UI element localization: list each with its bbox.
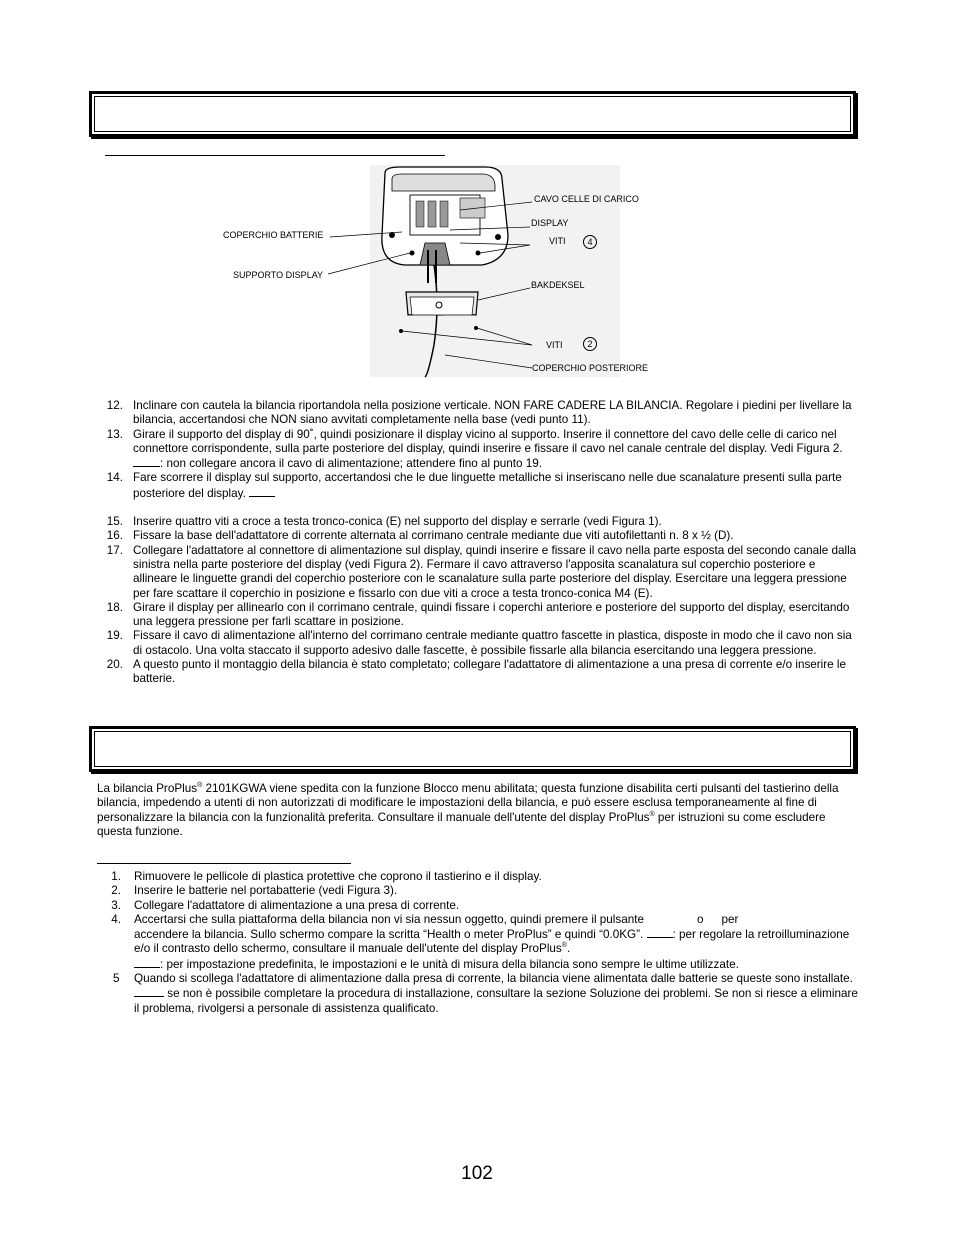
intro-paragraph <box>97 782 859 839</box>
list-item <box>97 399 862 428</box>
list-item <box>97 870 862 884</box>
registered-mark: ® <box>197 782 203 789</box>
label-coperchio-posteriore: COPERCHIO POSTERIORE <box>532 363 649 373</box>
intro-text: La bilancia ProPlus <box>97 782 198 795</box>
section-header-box-1 <box>89 91 856 137</box>
step-number: 18. <box>106 600 123 614</box>
step-number: 17. <box>106 543 123 557</box>
registered-mark: ® <box>561 942 567 950</box>
callout-4: 4 <box>583 235 597 249</box>
section-header-box-2 <box>89 726 856 772</box>
note-blank <box>647 927 673 938</box>
subsection-rule-2 <box>97 863 351 864</box>
assembly-steps <box>97 399 862 687</box>
step-text: Inserire quattro viti a croce a testa tronco-conica (E) nel supporto del display e serrarle (vedi Figura 1). <box>133 515 662 529</box>
step-text: Collegare l'adattatore di alimentazione a una presa di corrente. <box>134 898 460 912</box>
list-item <box>97 601 862 630</box>
step-number: 4. <box>111 912 121 926</box>
step-text: A questo punto il montaggio della bilancia è stato completato; collegare l'adattatore di alimentazione a una presa di corrente e/o inserire le batterie. <box>133 658 847 686</box>
step-text: Fissare il cavo di alimentazione all'interno del corrimano centrale mediante quattro fascette in plastica, disposte in modo che il cavo non sia di ostacolo. Una volta staccato il supporto adesivo dalle fascette, è possibile fissarle alla bilancia esercitando una leggera pressione. <box>133 629 852 657</box>
subsection-rule-1 <box>105 155 445 156</box>
step-text: per <box>721 912 739 926</box>
note-blank <box>249 486 275 497</box>
label-supporto-display: SUPPORTO DISPLAY <box>233 270 324 280</box>
list-item <box>97 515 862 529</box>
intro-text: per istruzioni su come escludere questa funzione. <box>97 810 826 838</box>
step-number: 2. <box>111 884 121 898</box>
list-item <box>97 884 862 898</box>
step-text: : per regolare la retroilluminazione e/o il contrasto dello schermo, consultare il manuale dell'utente del display ProPlus <box>134 928 850 956</box>
step-number: 16. <box>106 529 123 543</box>
step-text: Inserire le batterie nel portabatterie (vedi Figura 3). <box>134 884 398 898</box>
step-number: 12. <box>106 399 123 412</box>
step-text: : per impostazione predefinita, le impostazioni e le unità di misura della bilancia sono sempre le ultime utilizzate. <box>160 957 739 971</box>
step-text: o <box>697 912 704 926</box>
label-display: DISPLAY <box>531 218 569 228</box>
list-item <box>97 529 862 543</box>
step-text: Fare scorrere il display sul supporto, accertandosi che le due linguette metalliche si inseriscano nelle due scanalature presenti sulla parte posteriore del display. <box>133 471 842 500</box>
registered-mark: ® <box>649 810 655 818</box>
step-text: Collegare l'adattatore al connettore di alimentazione sul display, quindi inserire e fissare il cavo nella parte esposta del secondo canale dalla sinistra nella parte posteriore del display (vedi Figura 2). Fermare il cavo attraverso l'apposita scanalatura sul coperchio posteriore e allineare le linguette grandi del coperchio posteriore con le scanalature sulla parte posteriore del display. Esercitare una leggera pressione per fare scattare il coperchio in posizione e fissarlo con due viti a croce a testa tronco-conica M4 (E). <box>133 543 857 600</box>
step-text: Girare il display per allinearlo con il corrimano centrale, quindi fissare i coperchi anteriore e posteriore del supporto del display, esercitando una leggera pressione per farli scattare in posizione. <box>133 600 850 629</box>
intro-text: 2101KGWA viene spedita con la funzione Blocco menu abilitata; questa funzione disabilita certi pulsanti del tastierino della bilancia, impedendo a utenti di non autorizzati di modificare le impostazioni della bilancia, e può essere esclusa temporaneamente al fine di personalizzare la bilancia con la funzionalità preferita. Consultare il manuale dell'utente del display ProPlus <box>97 782 839 824</box>
list-item <box>97 629 862 658</box>
step-number: 20. <box>106 658 123 672</box>
note-blank <box>134 986 164 997</box>
list-item <box>97 428 862 472</box>
assembly-figure <box>220 165 649 380</box>
page-number: 102 <box>461 1163 493 1184</box>
step-text: Inclinare con cautela la bilancia riportandola nella posizione verticale. NON FARE CADERE LA BILANCIA. Regolare i piedini per livellare la bilancia, accertandosi che NON siano avvitati completamente nella base (vedi punto 11). <box>133 399 852 427</box>
label-bakdeksel: BAKDEKSEL <box>531 280 585 290</box>
list-item <box>97 544 862 601</box>
list-item <box>97 972 862 1016</box>
step-number: 19. <box>106 629 123 643</box>
step-text: Rimuovere le pellicole di plastica protettive che coprono il tastierino e il display. <box>134 870 542 883</box>
step-text: . <box>566 942 571 956</box>
list-item <box>97 658 862 687</box>
step-number: 15. <box>106 515 123 529</box>
step-number: 1. <box>111 870 121 883</box>
step-text: Girare il supporto del display di 90˚, quindi posizionare il display vicino al supporto. Inserire il connettore del cavo delle celle di carico nel connettore corrispondente, sulla parte posteriore del display, quindi inserire e fissare il cavo nel canale centrale del display. Vedi Figura 2. <box>133 427 843 455</box>
label-coperchio-batterie: COPERCHIO BATTERIE <box>223 230 324 240</box>
step-text: Accertarsi che sulla piattaforma della bilancia non vi sia nessun oggetto, quindi premere il pulsante <box>134 912 644 926</box>
step-text: accendere la bilancia. Sullo schermo compare la scritta “Health o meter ProPlus” e quindi “0.0KG”. <box>134 928 647 942</box>
note-blank <box>133 456 160 467</box>
step-text: se non è possibile completare la procedura di installazione, consultare la sezione Soluzione dei problemi. Se non si riesce a eliminare il problema, rivolgersi a personale di assistenza qualificato. <box>134 987 858 1015</box>
note-blank <box>134 957 160 968</box>
label-cavo-celle: CAVO CELLE DI CARICO <box>534 194 639 204</box>
list-item <box>97 913 862 972</box>
step-number: 3. <box>111 898 121 912</box>
step-text: Quando si scollega l'adattatore di alimentazione dalla presa di corrente, la bilancia viene alimentata dalle batterie se queste sono installate. <box>134 972 853 986</box>
step-text: : non collegare ancora il cavo di alimentazione; attendere fino al punto 19. <box>160 457 543 471</box>
list-item <box>97 899 862 913</box>
step-number: 5 <box>113 972 120 986</box>
spacer <box>97 501 862 515</box>
label-viti-2: VITI <box>546 340 563 350</box>
step-number: 13. <box>106 427 123 441</box>
label-viti-4: VITI <box>549 236 566 246</box>
step-text: Fissare la base dell'adattatore di corrente alternata al corrimano centrale mediante due viti autofilettanti n. 8 x ½ (D). <box>133 529 734 543</box>
list-item <box>97 471 862 501</box>
step-number: 14. <box>106 471 123 485</box>
callout-2: 2 <box>583 337 597 351</box>
startup-steps <box>97 870 862 1016</box>
